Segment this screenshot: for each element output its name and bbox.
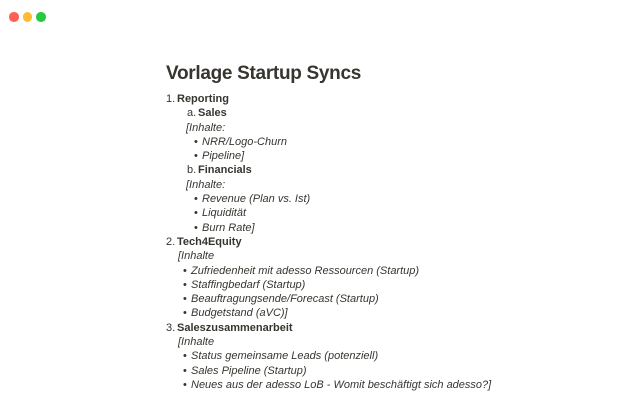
bullet-list-item <box>0 278 640 292</box>
paragraph <box>0 121 640 135</box>
bullet-marker: • <box>194 193 198 206</box>
block-text: Tech4Equity <box>177 235 242 248</box>
block-text: Burn Rate] <box>202 221 255 234</box>
page-title: Vorlage Startup Syncs <box>166 63 362 84</box>
bullet-list-item <box>0 149 640 163</box>
bullet-marker: • <box>183 278 187 291</box>
block-text: Financials <box>198 164 252 177</box>
bullet-list-item <box>0 221 640 235</box>
list-number-marker: a. <box>187 107 197 120</box>
bullet-list-item <box>0 378 640 392</box>
document-page <box>0 63 640 392</box>
bullet-marker: • <box>183 264 187 277</box>
block-text: Budgetstand (aVC)] <box>191 307 288 320</box>
numbered-list-item <box>0 235 640 249</box>
bullet-list-item <box>0 306 640 320</box>
bullet-list-item <box>0 206 640 220</box>
bullet-list-item <box>0 135 640 149</box>
block-text: Staffingbedarf (Startup) <box>191 278 306 291</box>
bullet-marker: • <box>183 378 187 391</box>
numbered-list-item <box>0 106 640 120</box>
bullet-list-item <box>0 349 640 363</box>
block-text: Beauftragungsende/Forecast (Startup) <box>191 293 379 306</box>
block-text: Saleszusammenarbeit <box>177 321 293 334</box>
list-number-marker: b. <box>187 164 197 177</box>
block-text: Liquidität <box>202 207 247 220</box>
bullet-list-item <box>0 264 640 278</box>
bullet-marker: • <box>183 293 187 306</box>
block-text: NRR/Logo-Churn <box>202 135 287 148</box>
block-text: Status gemeinsame Leads (potenziell) <box>191 350 379 363</box>
bullet-marker: • <box>194 207 198 220</box>
bullet-list-item <box>0 192 640 206</box>
bullet-marker: • <box>194 221 198 234</box>
block-text: [Inhalte <box>178 250 215 263</box>
block-text: Neues aus der adesso LoB - Womit beschäftigt sich adesso?] <box>191 378 492 391</box>
block-text: Revenue (Plan vs. Ist) <box>202 193 311 206</box>
block-text: [Inhalte: <box>186 178 226 191</box>
block-text: Sales <box>198 107 227 120</box>
bullet-marker: • <box>194 135 198 148</box>
bullet-list-item <box>0 364 640 378</box>
numbered-list-item <box>0 92 640 106</box>
numbered-list-item <box>0 321 640 335</box>
bullet-list-item <box>0 292 640 306</box>
list-number-marker: 3. <box>166 321 176 334</box>
paragraph <box>0 249 640 263</box>
minimize-button[interactable] <box>23 12 33 22</box>
block-text: Reporting <box>177 93 229 105</box>
numbered-list-item <box>0 163 640 177</box>
zoom-button[interactable] <box>36 12 46 22</box>
window-controls <box>9 12 46 22</box>
paragraph <box>0 178 640 192</box>
document-blocks <box>0 92 640 392</box>
block-text: Zufriedenheit mit adesso Ressourcen (Startup) <box>191 264 420 277</box>
list-number-marker: 2. <box>166 235 176 248</box>
block-text: Sales Pipeline (Startup) <box>191 364 307 377</box>
block-text: Pipeline] <box>202 150 245 163</box>
bullet-marker: • <box>194 150 198 163</box>
block-text: [Inhalte: <box>186 121 226 134</box>
list-number-marker: 1. <box>166 93 176 105</box>
bullet-marker: • <box>183 350 187 363</box>
bullet-marker: • <box>183 307 187 320</box>
bullet-marker: • <box>183 364 187 377</box>
close-button[interactable] <box>9 12 19 22</box>
block-text: [Inhalte <box>178 336 215 349</box>
paragraph <box>0 335 640 349</box>
